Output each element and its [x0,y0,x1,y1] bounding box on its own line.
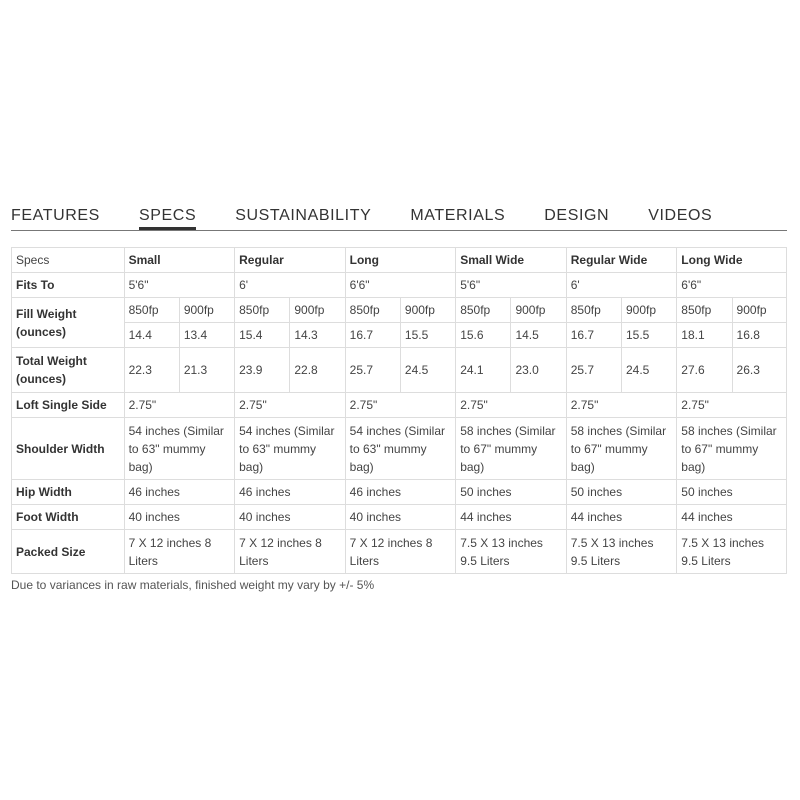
table-cell: 15.5 [400,323,455,348]
row-packed-size [12,530,787,574]
table-cell: 26.3 [732,348,786,393]
row-label: Hip Width [12,480,125,505]
table-cell: 6'6" [345,273,456,298]
table-cell: 5'6" [456,273,567,298]
table-cell: 22.3 [124,348,179,393]
weight-variance-note: Due to variances in raw materials, finished weight my vary by +/- 5% [11,578,375,592]
size-header: Regular Wide [566,248,677,273]
table-cell: 15.6 [456,323,511,348]
table-cell: 7 X 12 inches 8 Liters [235,530,346,574]
size-header: Regular [235,248,346,273]
table-cell: 16.8 [732,323,786,348]
row-label: Shoulder Width [12,418,125,480]
fill-power-a: 850fp [677,298,732,323]
table-cell: 6' [566,273,677,298]
fill-power-b: 900fp [179,298,234,323]
table-cell: 2.75" [124,393,235,418]
table-cell: 44 inches [456,505,567,530]
table-cell: 27.6 [677,348,732,393]
tab-materials[interactable]: MATERIALS [410,207,506,224]
table-cell: 18.1 [677,323,732,348]
table-cell: 6' [235,273,346,298]
size-header: Small Wide [456,248,567,273]
table-cell: 2.75" [345,393,456,418]
table-cell: 7 X 12 inches 8 Liters [124,530,235,574]
table-cell: 2.75" [566,393,677,418]
tab-sustainability[interactable]: SUSTAINABILITY [235,207,372,224]
table-cell: 2.75" [456,393,567,418]
table-cell: 44 inches [566,505,677,530]
row-fits-to [12,273,787,298]
table-cell: 24.5 [622,348,677,393]
table-cell: 54 inches (Similar to 63" mummy bag) [345,418,456,480]
fill-power-b: 900fp [622,298,677,323]
tab-specs[interactable]: SPECS [139,204,196,230]
row-fill-weight-fp [12,298,787,323]
row-loft [12,393,787,418]
row-label: Fits To [12,273,125,298]
row-shoulder-width [12,418,787,480]
size-header: Long [345,248,456,273]
table-cell: 22.8 [290,348,345,393]
table-cell: 15.5 [622,323,677,348]
table-cell: 16.7 [345,323,400,348]
tab-features[interactable]: FEATURES [11,207,100,224]
table-cell: 50 inches [566,480,677,505]
table-cell: 7.5 X 13 inches 9.5 Liters [456,530,567,574]
table-cell: 40 inches [235,505,346,530]
table-cell: 50 inches [677,480,787,505]
table-cell: 14.3 [290,323,345,348]
table-cell: 14.5 [511,323,566,348]
table-cell: 54 inches (Similar to 63" mummy bag) [235,418,346,480]
tab-design[interactable]: DESIGN [544,207,610,224]
specs-table-body [12,248,787,574]
row-label: Loft Single Side [12,393,125,418]
table-cell: 21.3 [179,348,234,393]
row-label: Total Weight (ounces) [12,348,125,393]
table-cell: 23.0 [511,348,566,393]
row-label: Fill Weight (ounces) [12,298,125,348]
table-cell: 7.5 X 13 inches 9.5 Liters [566,530,677,574]
fill-power-b: 900fp [732,298,786,323]
tab-videos[interactable]: VIDEOS [648,207,713,224]
table-cell: 44 inches [677,505,787,530]
table-cell: 5'6" [124,273,235,298]
fill-power-b: 900fp [400,298,455,323]
table-cell: 7 X 12 inches 8 Liters [345,530,456,574]
table-cell: 15.4 [235,323,290,348]
table-cell: 6'6" [677,273,787,298]
row-total-weight [12,348,787,393]
table-cell: 25.7 [345,348,400,393]
table-cell: 46 inches [235,480,346,505]
table-cell: 7.5 X 13 inches 9.5 Liters [677,530,787,574]
table-cell: 58 inches (Similar to 67" mummy bag) [456,418,567,480]
fill-power-a: 850fp [235,298,290,323]
table-cell: 46 inches [345,480,456,505]
table-cell: 16.7 [566,323,621,348]
table-cell: 23.9 [235,348,290,393]
table-cell: 46 inches [124,480,235,505]
table-cell: 24.1 [456,348,511,393]
row-foot-width [12,505,787,530]
fill-power-b: 900fp [511,298,566,323]
fill-power-a: 850fp [566,298,621,323]
corner-header: Specs [12,248,125,273]
fill-power-a: 850fp [456,298,511,323]
size-header: Small [124,248,235,273]
table-cell: 14.4 [124,323,179,348]
specs-table [11,247,787,574]
table-cell: 50 inches [456,480,567,505]
fill-power-a: 850fp [345,298,400,323]
table-cell: 13.4 [179,323,234,348]
table-cell: 24.5 [400,348,455,393]
row-hip-width [12,480,787,505]
table-cell: 2.75" [235,393,346,418]
row-label: Packed Size [12,530,125,574]
table-cell: 2.75" [677,393,787,418]
table-cell: 40 inches [124,505,235,530]
tab-bar [11,204,787,231]
row-fill-weight-values [12,323,787,348]
size-header: Long Wide [677,248,787,273]
table-cell: 58 inches (Similar to 67" mummy bag) [566,418,677,480]
table-cell: 54 inches (Similar to 63" mummy bag) [124,418,235,480]
table-header-row [12,248,787,273]
fill-power-a: 850fp [124,298,179,323]
table-cell: 25.7 [566,348,621,393]
fill-power-b: 900fp [290,298,345,323]
table-cell: 40 inches [345,505,456,530]
row-label: Foot Width [12,505,125,530]
table-cell: 58 inches (Similar to 67" mummy bag) [677,418,787,480]
